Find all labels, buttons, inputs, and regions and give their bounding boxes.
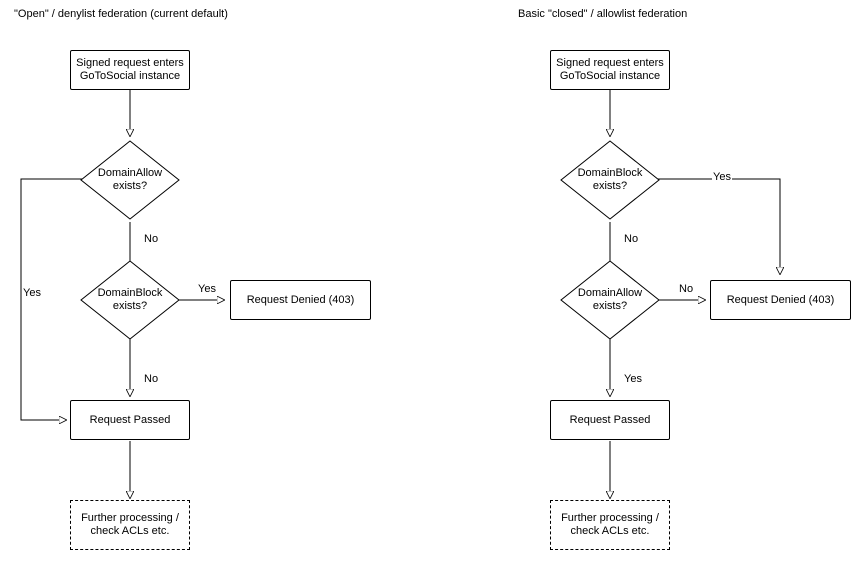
right-further-processing-node (550, 500, 670, 550)
left-request-passed-node: Request Passed (70, 400, 190, 440)
right-further-line2: check ACLs etc. (570, 525, 650, 537)
right-start-line2: GoToSocial instance (559, 70, 661, 82)
left-decision-domainallow (80, 140, 180, 220)
right-decision2-line1: DomainAllow (577, 287, 643, 299)
right-label-no-block: No (624, 233, 639, 245)
left-decision2-line1: DomainBlock (97, 287, 163, 299)
left-decision1-line1: DomainAllow (97, 167, 163, 179)
right-label-no-allow: No (679, 283, 694, 295)
right-decision1-label (560, 140, 660, 220)
right-decision1-line2: exists? (592, 180, 628, 192)
right-request-passed-node: Request Passed (550, 400, 670, 440)
left-further-line2: check ACLs etc. (90, 525, 170, 537)
right-label-yes-block: Yes (713, 171, 731, 183)
right-decision2-label (560, 260, 660, 340)
left-request-denied-node: Request Denied (403) (230, 280, 371, 320)
left-decision2-line2: exists? (112, 300, 148, 312)
left-decision1-label (80, 140, 180, 220)
right-decision2-line2: exists? (592, 300, 628, 312)
left-start-line1: Signed request enters (76, 57, 184, 69)
right-flow-title: Basic "closed" / allowlist federation (518, 8, 688, 20)
left-label-no-allow: No (144, 233, 159, 245)
left-label-no-block: No (144, 373, 159, 385)
left-label-yes-allow: Yes (23, 287, 41, 299)
right-request-denied-node: Request Denied (403) (710, 280, 851, 320)
right-start-line1: Signed request enters (556, 57, 664, 69)
right-decision1-line1: DomainBlock (577, 167, 643, 179)
left-start-node (70, 50, 190, 90)
right-further-line1: Further processing / (561, 512, 659, 524)
left-further-line1: Further processing / (81, 512, 179, 524)
left-start-line2: GoToSocial instance (79, 70, 181, 82)
left-label-yes-block: Yes (198, 283, 216, 295)
left-further-processing-node (70, 500, 190, 550)
right-label-yes-allow: Yes (624, 373, 642, 385)
left-decision1-line2: exists? (112, 180, 148, 192)
left-decision2-label (80, 260, 180, 340)
left-decision-domainblock (80, 260, 180, 340)
right-decision-domainblock (560, 140, 660, 220)
right-start-node (550, 50, 670, 90)
left-flow-title: "Open" / denylist federation (current default) (14, 8, 228, 20)
right-decision-domainallow (560, 260, 660, 340)
